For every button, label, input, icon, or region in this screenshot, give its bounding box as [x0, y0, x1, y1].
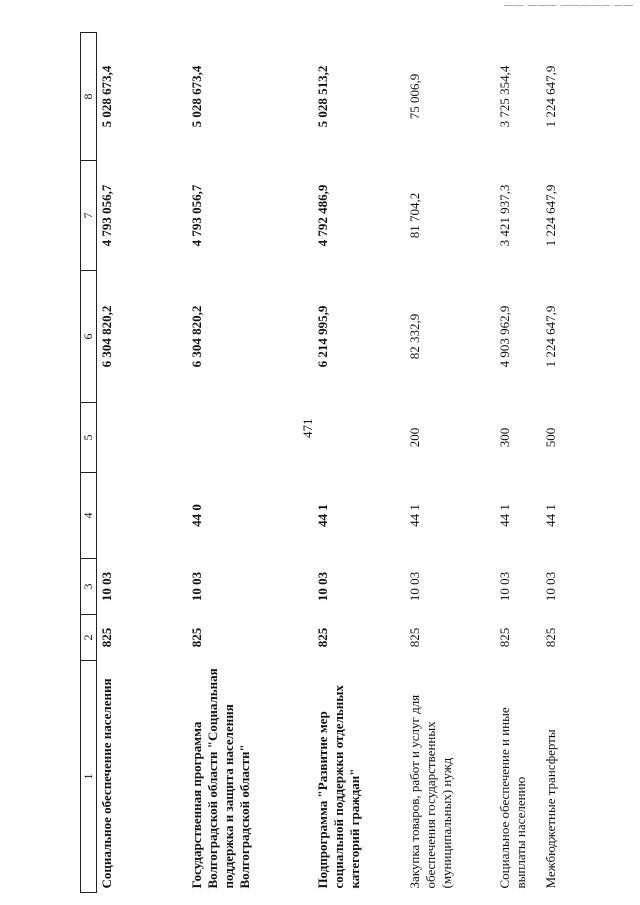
- cell-section: 10 03: [99, 571, 114, 602]
- row-name: Социальное обеспечение населения: [99, 678, 114, 889]
- cell-section: 10 03: [407, 571, 422, 602]
- cell-expense-type: [97, 403, 188, 473]
- column-header: 8: [81, 33, 97, 161]
- cell-value-8: 3 725 354,4: [497, 65, 512, 128]
- budget-table: [80, 32, 575, 893]
- cell-ministry: 825: [407, 627, 422, 648]
- row-name: Социальное обеспечение и иные выплаты населению: [497, 707, 528, 889]
- row-name: Закупка товаров, работ и услуг для обеспечения государственных (муниципальных) нужд: [407, 694, 454, 889]
- cell-value-6: 6 304 820,2: [189, 305, 204, 368]
- column-header: 2: [81, 615, 97, 661]
- cell-ministry: 825: [497, 627, 512, 648]
- cell-value-7: 4 793 056,7: [189, 184, 204, 247]
- cell-section: 10 03: [497, 571, 512, 602]
- cell-value-6: 6 214 995,9: [315, 305, 330, 368]
- column-header: 5: [81, 403, 97, 473]
- column-header: 6: [81, 271, 97, 403]
- cell-program: 44 0: [189, 504, 204, 527]
- cell-program: [97, 473, 188, 559]
- table-row: [97, 33, 188, 893]
- row-name: Государственная программа Волгоградской области "Социальная поддержка и защита населения Волгоградской области": [189, 668, 252, 889]
- cell-program: 44 1: [543, 504, 558, 527]
- cell-value-7: 4 793 056,7: [99, 184, 114, 247]
- row-name: Подпрограмма "Развитие мер социальной поддержки отдельных категорий граждан": [315, 685, 362, 889]
- cell-value-6: 6 304 820,2: [99, 305, 114, 368]
- cell-value-6: 1 224 647,9: [543, 305, 558, 368]
- cell-value-8: 5 028 673,4: [99, 65, 114, 128]
- cell-value-6: 82 332,9: [407, 313, 422, 360]
- cell-section: 10 03: [189, 571, 204, 602]
- cell-section: 10 03: [543, 571, 558, 602]
- column-header: 4: [81, 473, 97, 559]
- table-row: [313, 33, 405, 893]
- cell-ministry: 825: [315, 627, 330, 648]
- cell-expense-type: 500: [543, 427, 558, 448]
- table-row: [405, 33, 495, 893]
- cell-section: 10 03: [315, 571, 330, 602]
- rotated-table-container: [80, 33, 610, 893]
- cell-value-8: 5 028 673,4: [189, 65, 204, 128]
- table-row: [495, 33, 541, 893]
- row-name: Межбюджетные трансферты: [543, 729, 558, 889]
- column-header: 3: [81, 559, 97, 615]
- cell-program: 44 1: [407, 504, 422, 527]
- column-header: 1: [81, 661, 97, 893]
- table-row: [541, 33, 575, 893]
- cell-value-6: 4 903 962,9: [497, 305, 512, 368]
- cell-expense-type: [187, 403, 313, 473]
- cell-value-8: 1 224 647,9: [543, 65, 558, 128]
- cell-program: 44 1: [497, 504, 512, 527]
- page-number: 471: [300, 418, 315, 438]
- cell-expense-type: 200: [407, 427, 422, 448]
- cell-value-8: 75 006,9: [407, 73, 422, 120]
- cell-expense-type: [313, 403, 405, 473]
- table-row: [187, 33, 313, 893]
- cell-value-7: 1 224 647,9: [543, 184, 558, 247]
- header-row: [81, 33, 97, 893]
- cell-value-8: 5 028 513,2: [315, 65, 330, 128]
- cell-expense-type: 300: [497, 427, 512, 448]
- cell-value-7: 4 792 486,9: [315, 184, 330, 247]
- cell-ministry: 825: [189, 627, 204, 648]
- cell-value-7: 3 421 937,3: [497, 184, 512, 247]
- column-header: 7: [81, 161, 97, 271]
- cell-program: 44 1: [315, 504, 330, 527]
- cell-ministry: 825: [99, 627, 114, 648]
- top-marks: —— ——— ————— ——: [504, 0, 634, 10]
- cell-value-7: 81 704,2: [407, 192, 422, 239]
- cell-ministry: 825: [543, 627, 558, 648]
